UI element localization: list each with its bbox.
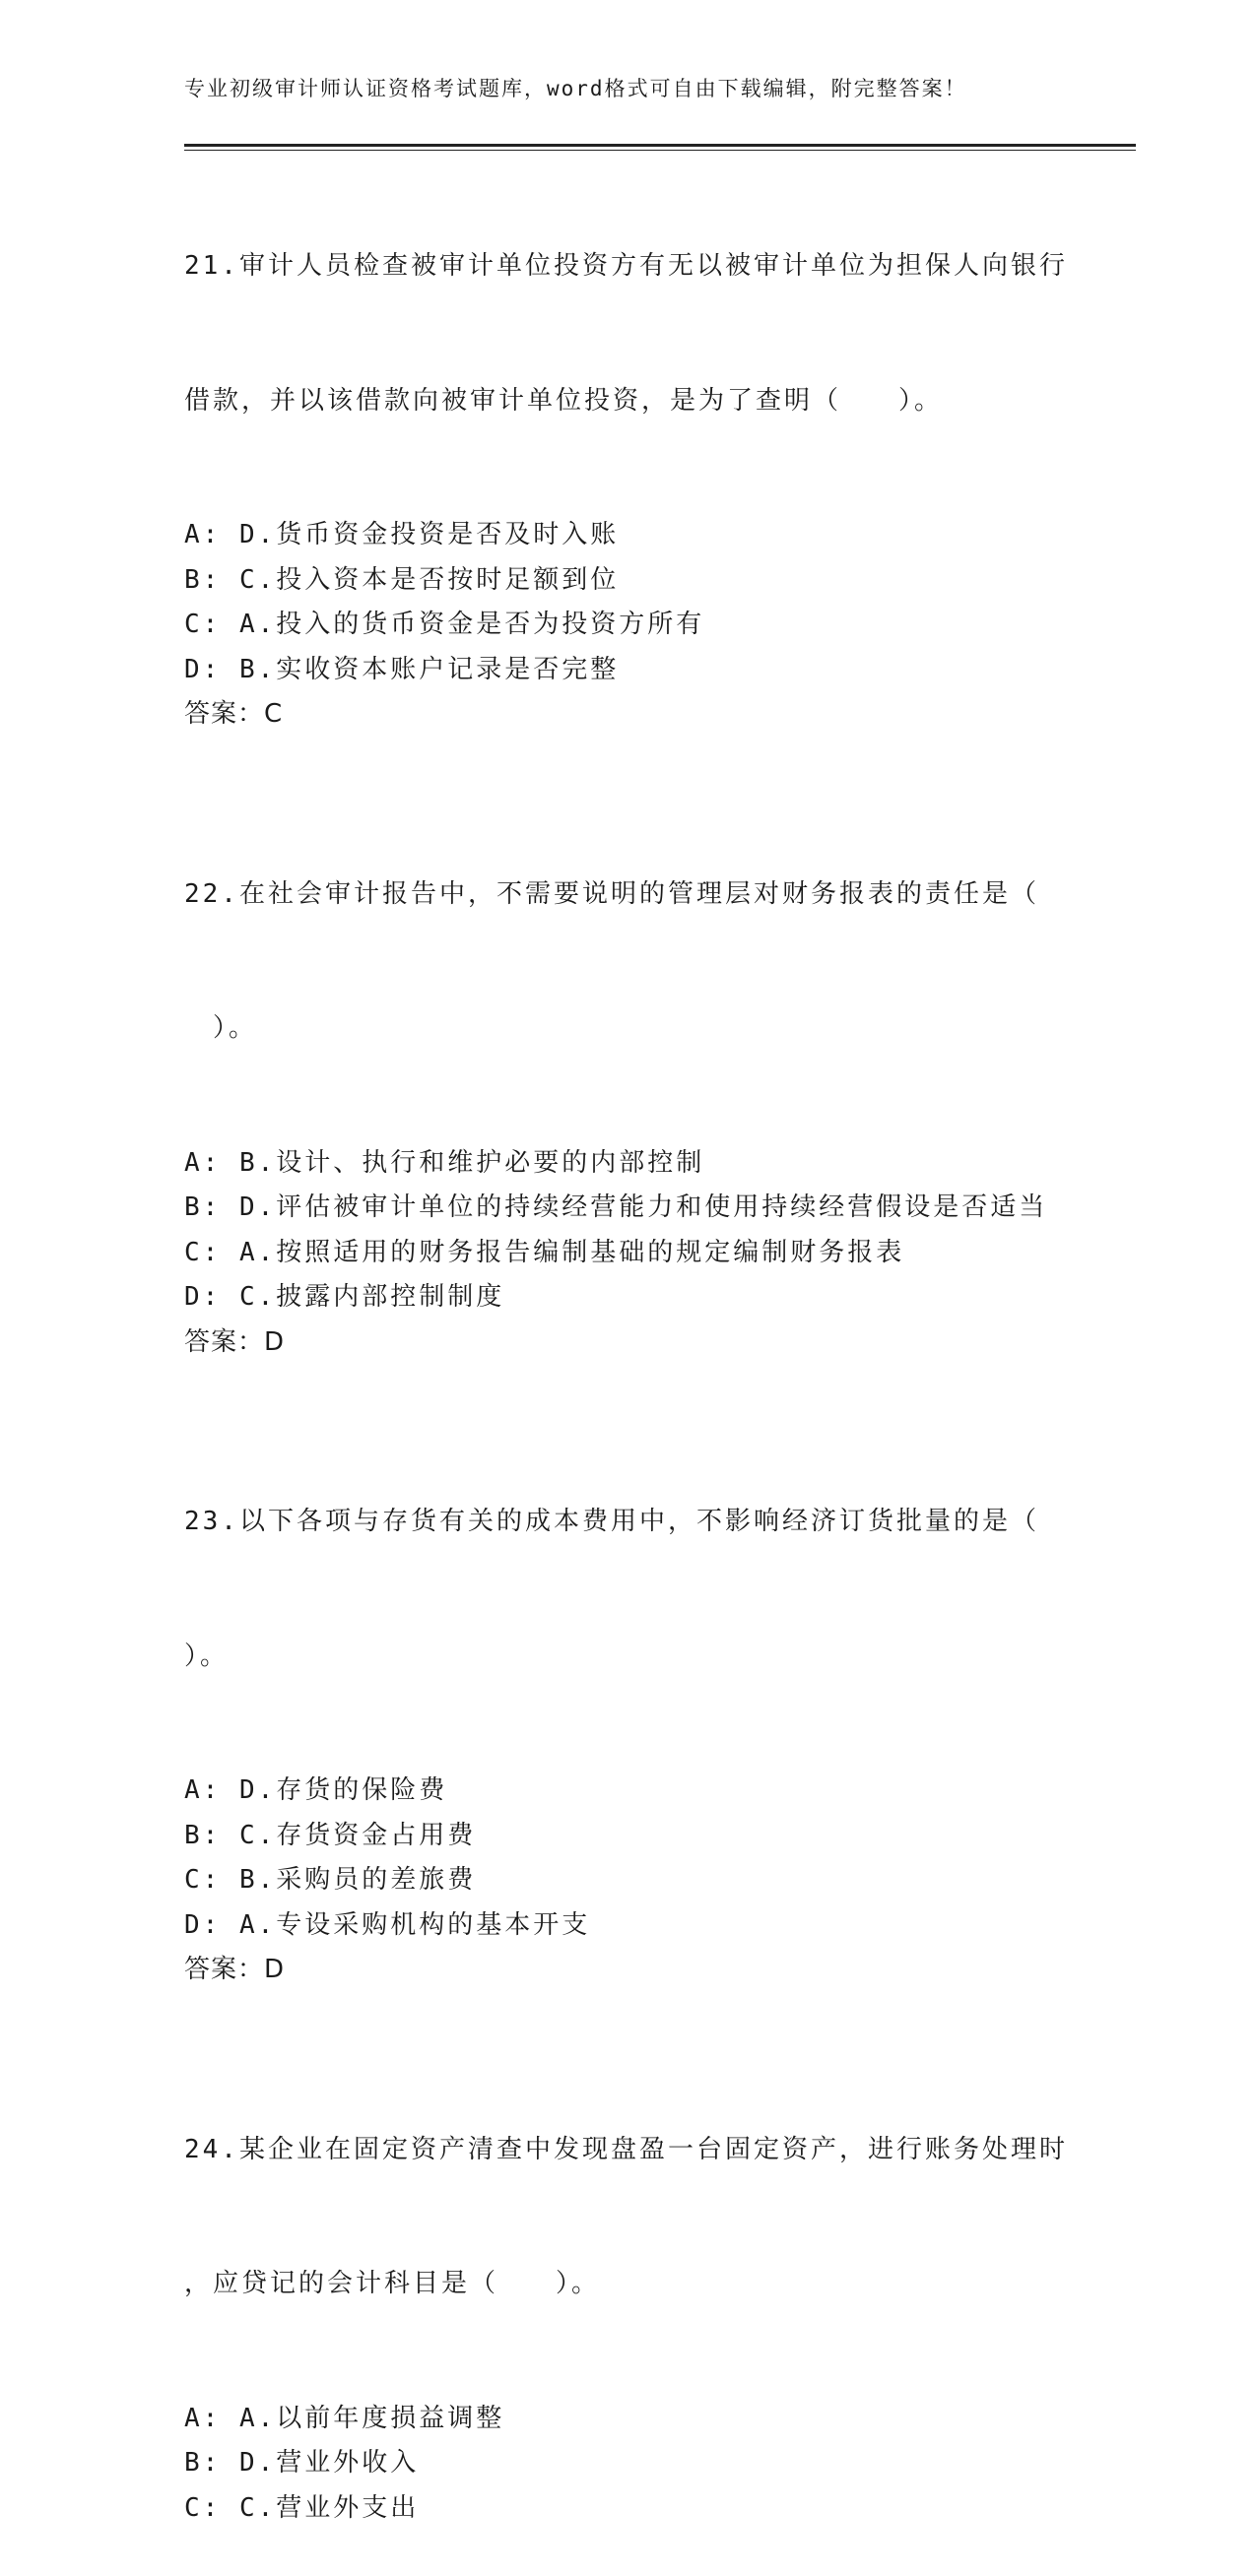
option-b: B: C.投入资本是否按时足额到位 [184, 564, 620, 595]
option-a: A: A.以前年度损益调整 [184, 2403, 505, 2433]
stem-line: ）。 [184, 1013, 258, 1043]
question-list [184, 155, 1091, 2576]
option-c: C: B.采购员的差旅费 [184, 1865, 477, 1895]
option-a: A: B.设计、执行和维护必要的内部控制 [184, 1147, 705, 1178]
stem-line: ）。 [184, 1641, 230, 1671]
question-24 [184, 2038, 1091, 2532]
option-a: A: D.货币资金投资是否及时入账 [184, 520, 620, 549]
option-c: C: A.投入的货币资金是否为投资方所有 [184, 610, 705, 639]
header-rule-thin [184, 150, 1136, 151]
header-rule-thick [184, 144, 1136, 147]
option-b: B: D.评估被审计单位的持续经营能力和使用持续经营假设是否适当 [184, 1192, 1048, 1222]
answer: 答案：C [184, 699, 284, 729]
question-21 [184, 155, 1091, 738]
question-22 [184, 783, 1091, 1366]
option-b: B: C.存货资金占用费 [184, 1820, 477, 1850]
stem-line: 22.在社会审计报告中，不需要说明的管理层对财务报表的责任是（ [184, 878, 1039, 909]
stem-line: 24.某企业在固定资产清查中发现盘盈一台固定资产，进行账务处理时 [184, 2134, 1068, 2164]
question-stem [184, 783, 1091, 1141]
answer: 答案：D [184, 1326, 286, 1357]
answer: 答案：D [184, 1955, 286, 1984]
stem-line: 23.以下各项与存货有关的成本费用中，不影响经济订货批量的是（ [184, 1507, 1039, 1536]
question-stem [184, 155, 1091, 513]
stem-line: 借款，并以该借款向被审计单位投资，是为了查明（ ）。 [184, 385, 944, 416]
page-header: 专业初级审计师认证资格考试题库，word格式可自由下载编辑，附完整答案！ [184, 77, 967, 100]
option-b: B: D.营业外收入 [184, 2448, 420, 2478]
stem-line: 21.审计人员检查被审计单位投资方有无以被审计单位为担保人向银行 [184, 251, 1068, 281]
question-stem [184, 2038, 1091, 2397]
option-c: C: A.按照适用的财务报告编制基础的规定编制财务报表 [184, 1237, 905, 1267]
question-23 [184, 1410, 1091, 1993]
option-d: D: A.专设采购机构的基本开支 [184, 1909, 591, 1940]
option-d: D: B.实收资本账户记录是否完整 [184, 654, 620, 684]
option-c: C: C.营业外支出 [184, 2492, 420, 2523]
option-a: A: D.存货的保险费 [184, 1775, 448, 1805]
question-stem [184, 1410, 1091, 1769]
stem-line: ，应贷记的会计科目是（ ）。 [184, 2269, 601, 2298]
option-d: D: C.披露内部控制制度 [184, 1282, 505, 1312]
